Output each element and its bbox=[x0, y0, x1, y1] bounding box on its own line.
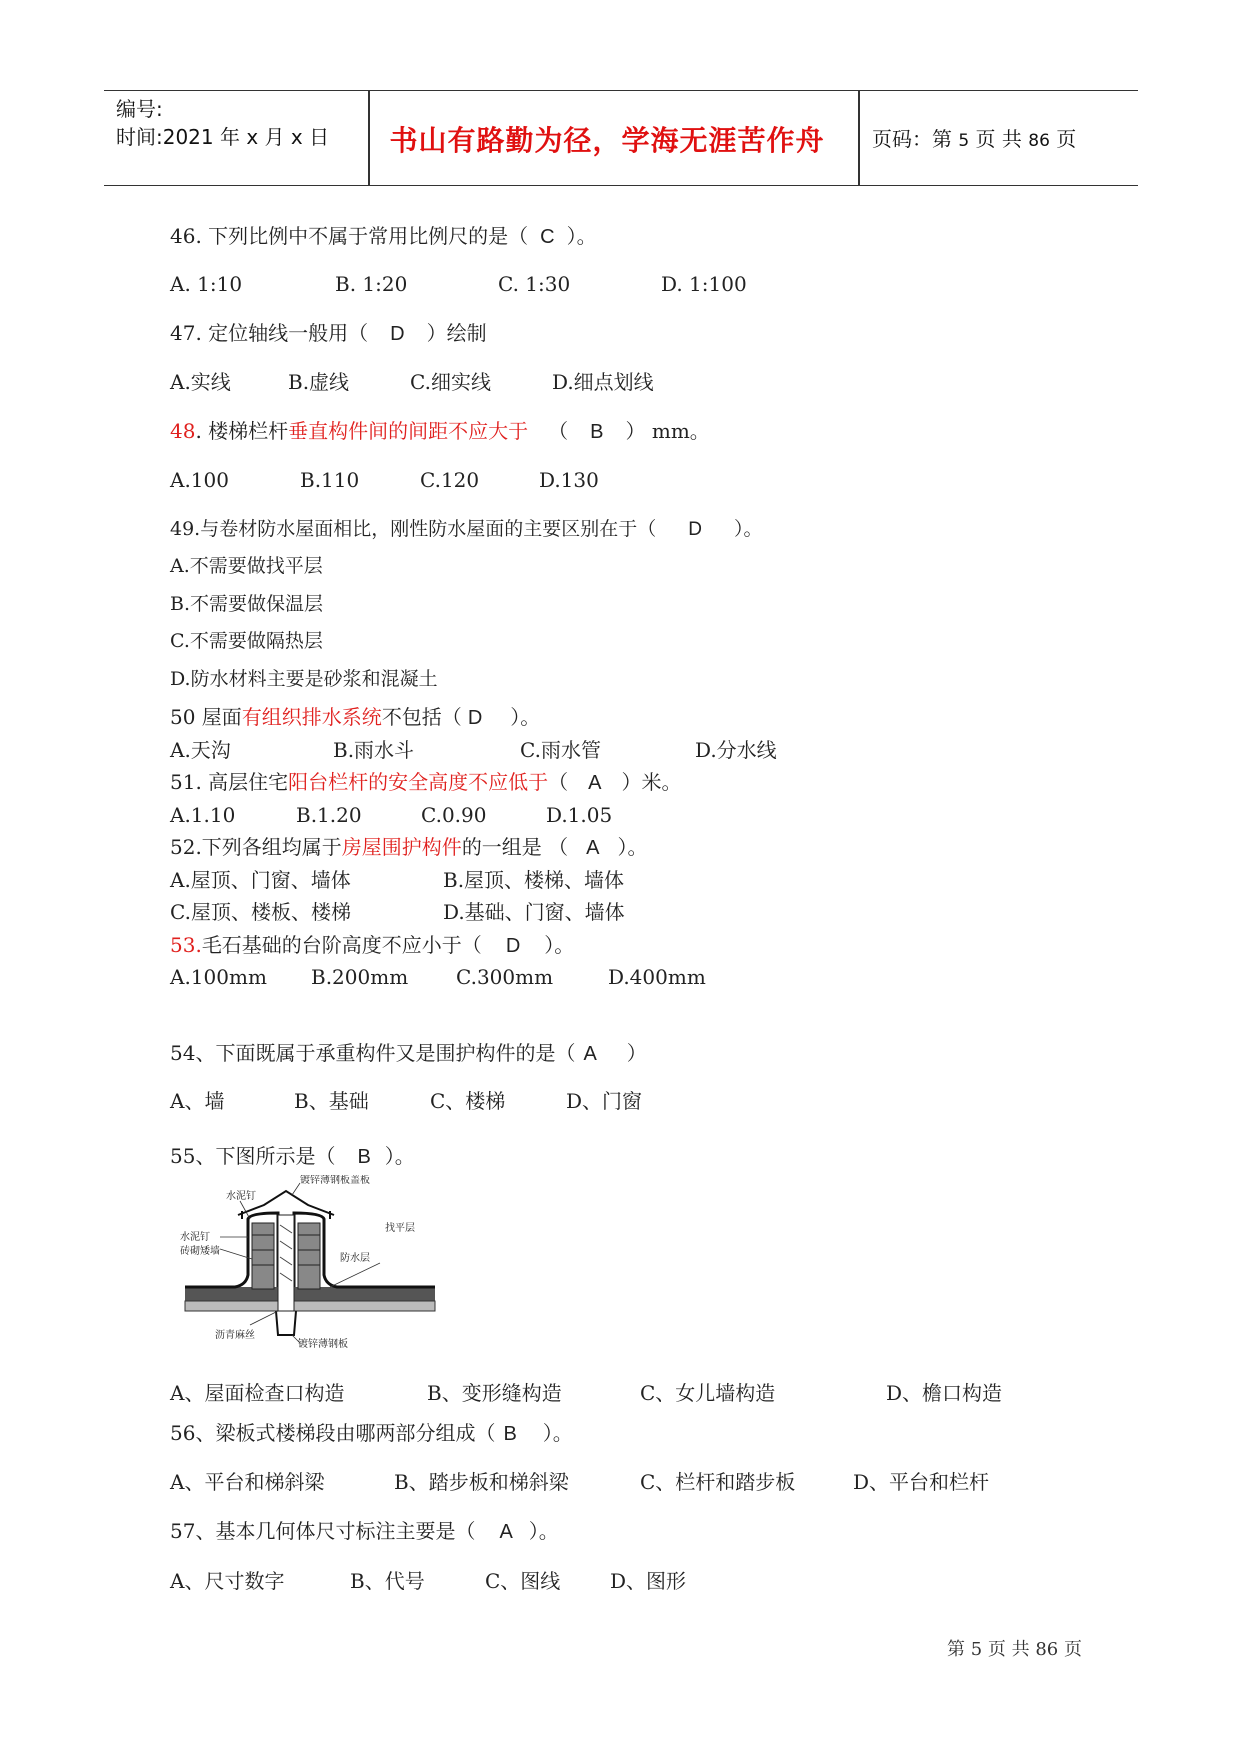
question-49-option-d: D.防水材料主要是砂浆和混凝土 bbox=[170, 668, 438, 690]
option: A.1.10 bbox=[170, 803, 236, 827]
option: D.130 bbox=[539, 468, 599, 492]
option: B、变形缝构造 bbox=[427, 1381, 562, 1405]
question-51-stem: 51. 高层住宅阳台栏杆的安全高度不应低于（ A ）米。 bbox=[170, 770, 682, 794]
question-46-stem: 46. 下列比例中不属于常用比例尺的是（ C ）。 bbox=[170, 224, 597, 248]
deformation-joint-figure bbox=[180, 1175, 440, 1350]
header-divider-2 bbox=[858, 91, 860, 185]
option: A、平台和梯斜梁 bbox=[170, 1470, 325, 1494]
question-50-stem: 50 屋面有组织排水系统不包括（ D ）。 bbox=[170, 705, 541, 729]
option: D、檐口构造 bbox=[886, 1381, 1003, 1405]
answer-51: A bbox=[588, 772, 602, 794]
answer-54: A bbox=[583, 1043, 597, 1065]
option: C.细实线 bbox=[410, 370, 491, 394]
option: B、踏步板和梯斜梁 bbox=[394, 1470, 569, 1494]
answer-55: B bbox=[357, 1146, 371, 1168]
option: A.天沟 bbox=[170, 738, 231, 762]
option: B、代号 bbox=[350, 1569, 425, 1593]
option: C.300mm bbox=[456, 965, 554, 989]
question-49-option-c: C.不需要做隔热层 bbox=[170, 630, 323, 652]
option: C、栏杆和踏步板 bbox=[640, 1470, 796, 1494]
option: B、基础 bbox=[294, 1089, 369, 1113]
option: D.分水线 bbox=[695, 738, 777, 762]
header-meta bbox=[116, 95, 329, 151]
question-49-option-a: A.不需要做找平层 bbox=[170, 555, 323, 577]
option: B.屋顶、楼梯、墙体 bbox=[443, 868, 625, 892]
option: A.100 bbox=[170, 468, 229, 492]
answer-49: D bbox=[688, 519, 702, 540]
option: D、门窗 bbox=[566, 1089, 643, 1113]
label-leveling-layer: 找平层 bbox=[385, 1223, 415, 1234]
answer-47: D bbox=[390, 323, 405, 345]
option: A.实线 bbox=[170, 370, 231, 394]
page-footer: 第 5 页 共 86 页 bbox=[947, 1639, 1082, 1660]
answer-46: C bbox=[540, 226, 555, 248]
label-cement-nail: 水泥钉 bbox=[180, 1232, 210, 1243]
page-header bbox=[104, 90, 1138, 186]
option: C.雨水管 bbox=[520, 738, 601, 762]
question-54-stem: 54、下面既属于承重构件又是围护构件的是（ A ） bbox=[170, 1041, 647, 1065]
question-55-stem: 55、下图所示是（ B ）。 bbox=[170, 1144, 415, 1168]
answer-56: B bbox=[503, 1423, 517, 1445]
option: C、楼梯 bbox=[430, 1089, 506, 1113]
option: D.细点划线 bbox=[552, 370, 654, 394]
option: D.1.05 bbox=[546, 803, 613, 827]
label-steel-plate: 镀锌薄钢板 bbox=[298, 1339, 348, 1350]
brick-wall-left bbox=[252, 1223, 274, 1289]
option: A、墙 bbox=[170, 1089, 225, 1113]
option: C.屋顶、楼板、楼梯 bbox=[170, 900, 351, 924]
option: B. 1:20 bbox=[335, 272, 408, 296]
bottom-metal-strip bbox=[276, 1311, 296, 1335]
option: C、女儿墙构造 bbox=[640, 1381, 776, 1405]
option: D.基础、门窗、墙体 bbox=[443, 900, 625, 924]
label-asphalt-hemp: 沥青麻丝 bbox=[215, 1330, 255, 1341]
header-motto: 书山有路勤为径，学海无涯苦作舟 bbox=[389, 124, 825, 157]
answer-57: A bbox=[499, 1521, 513, 1543]
option: B.200mm bbox=[311, 965, 409, 989]
option: D.400mm bbox=[608, 965, 706, 989]
option: C. 1:30 bbox=[498, 272, 571, 296]
option: B.1.20 bbox=[296, 803, 362, 827]
answer-52: A bbox=[586, 837, 600, 859]
question-47-stem: 47. 定位轴线一般用（ D ）绘制 bbox=[170, 321, 487, 345]
option: A.100mm bbox=[170, 965, 267, 989]
option: D、图形 bbox=[610, 1569, 687, 1593]
code-label: 编号: bbox=[116, 97, 163, 121]
question-52-stem: 52.下列各组均属于房屋围护构件的一组是 （ A ）。 bbox=[170, 835, 648, 859]
leveling-layer bbox=[185, 1301, 435, 1311]
option: D. 1:100 bbox=[661, 272, 747, 296]
question-48-stem: 48. 楼梯栏杆垂直构件间的间距不应大于 （ B ） mm。 bbox=[170, 419, 710, 443]
answer-50: D bbox=[467, 707, 483, 729]
question-49-stem: 49.与卷材防水屋面相比，刚性防水屋面的主要区别在于（ D ）。 bbox=[170, 516, 762, 543]
question-53-stem: 53.毛石基础的台阶高度不应小于（ D ）。 bbox=[170, 933, 575, 957]
question-49-option-b: B.不需要做保温层 bbox=[170, 593, 324, 615]
option: A、尺寸数字 bbox=[170, 1569, 285, 1593]
brick-wall-right bbox=[298, 1223, 320, 1289]
option: A. 1:10 bbox=[170, 272, 243, 296]
option: B.虚线 bbox=[288, 370, 350, 394]
question-57-stem: 57、基本几何体尺寸标注主要是（ A ）。 bbox=[170, 1519, 559, 1543]
label-brick-wall: 砖砌矮墙 bbox=[180, 1246, 220, 1257]
option: A、屋面检查口构造 bbox=[170, 1381, 345, 1405]
label-cement-nail-top: 水泥钉 bbox=[226, 1191, 256, 1202]
option: C、图线 bbox=[485, 1569, 561, 1593]
option: B.雨水斗 bbox=[333, 738, 415, 762]
option: C.0.90 bbox=[421, 803, 487, 827]
label-cover-plate: 镀锌薄钢板盖板 bbox=[300, 1175, 370, 1186]
option: A.屋顶、门窗、墙体 bbox=[170, 868, 351, 892]
answer-48: B bbox=[590, 421, 604, 443]
label-waterproof-layer: 防水层 bbox=[340, 1253, 370, 1264]
question-56-stem: 56、梁板式楼梯段由哪两部分组成（ B ）。 bbox=[170, 1421, 573, 1445]
header-page-number: 页码：第 5 页 共 86 页 bbox=[872, 127, 1077, 151]
answer-53: D bbox=[505, 935, 521, 957]
option: D、平台和栏杆 bbox=[853, 1470, 990, 1494]
option: B.110 bbox=[300, 468, 360, 492]
option: C.120 bbox=[420, 468, 480, 492]
time-label: 时间:2021 年 x 月 x 日 bbox=[116, 125, 330, 149]
